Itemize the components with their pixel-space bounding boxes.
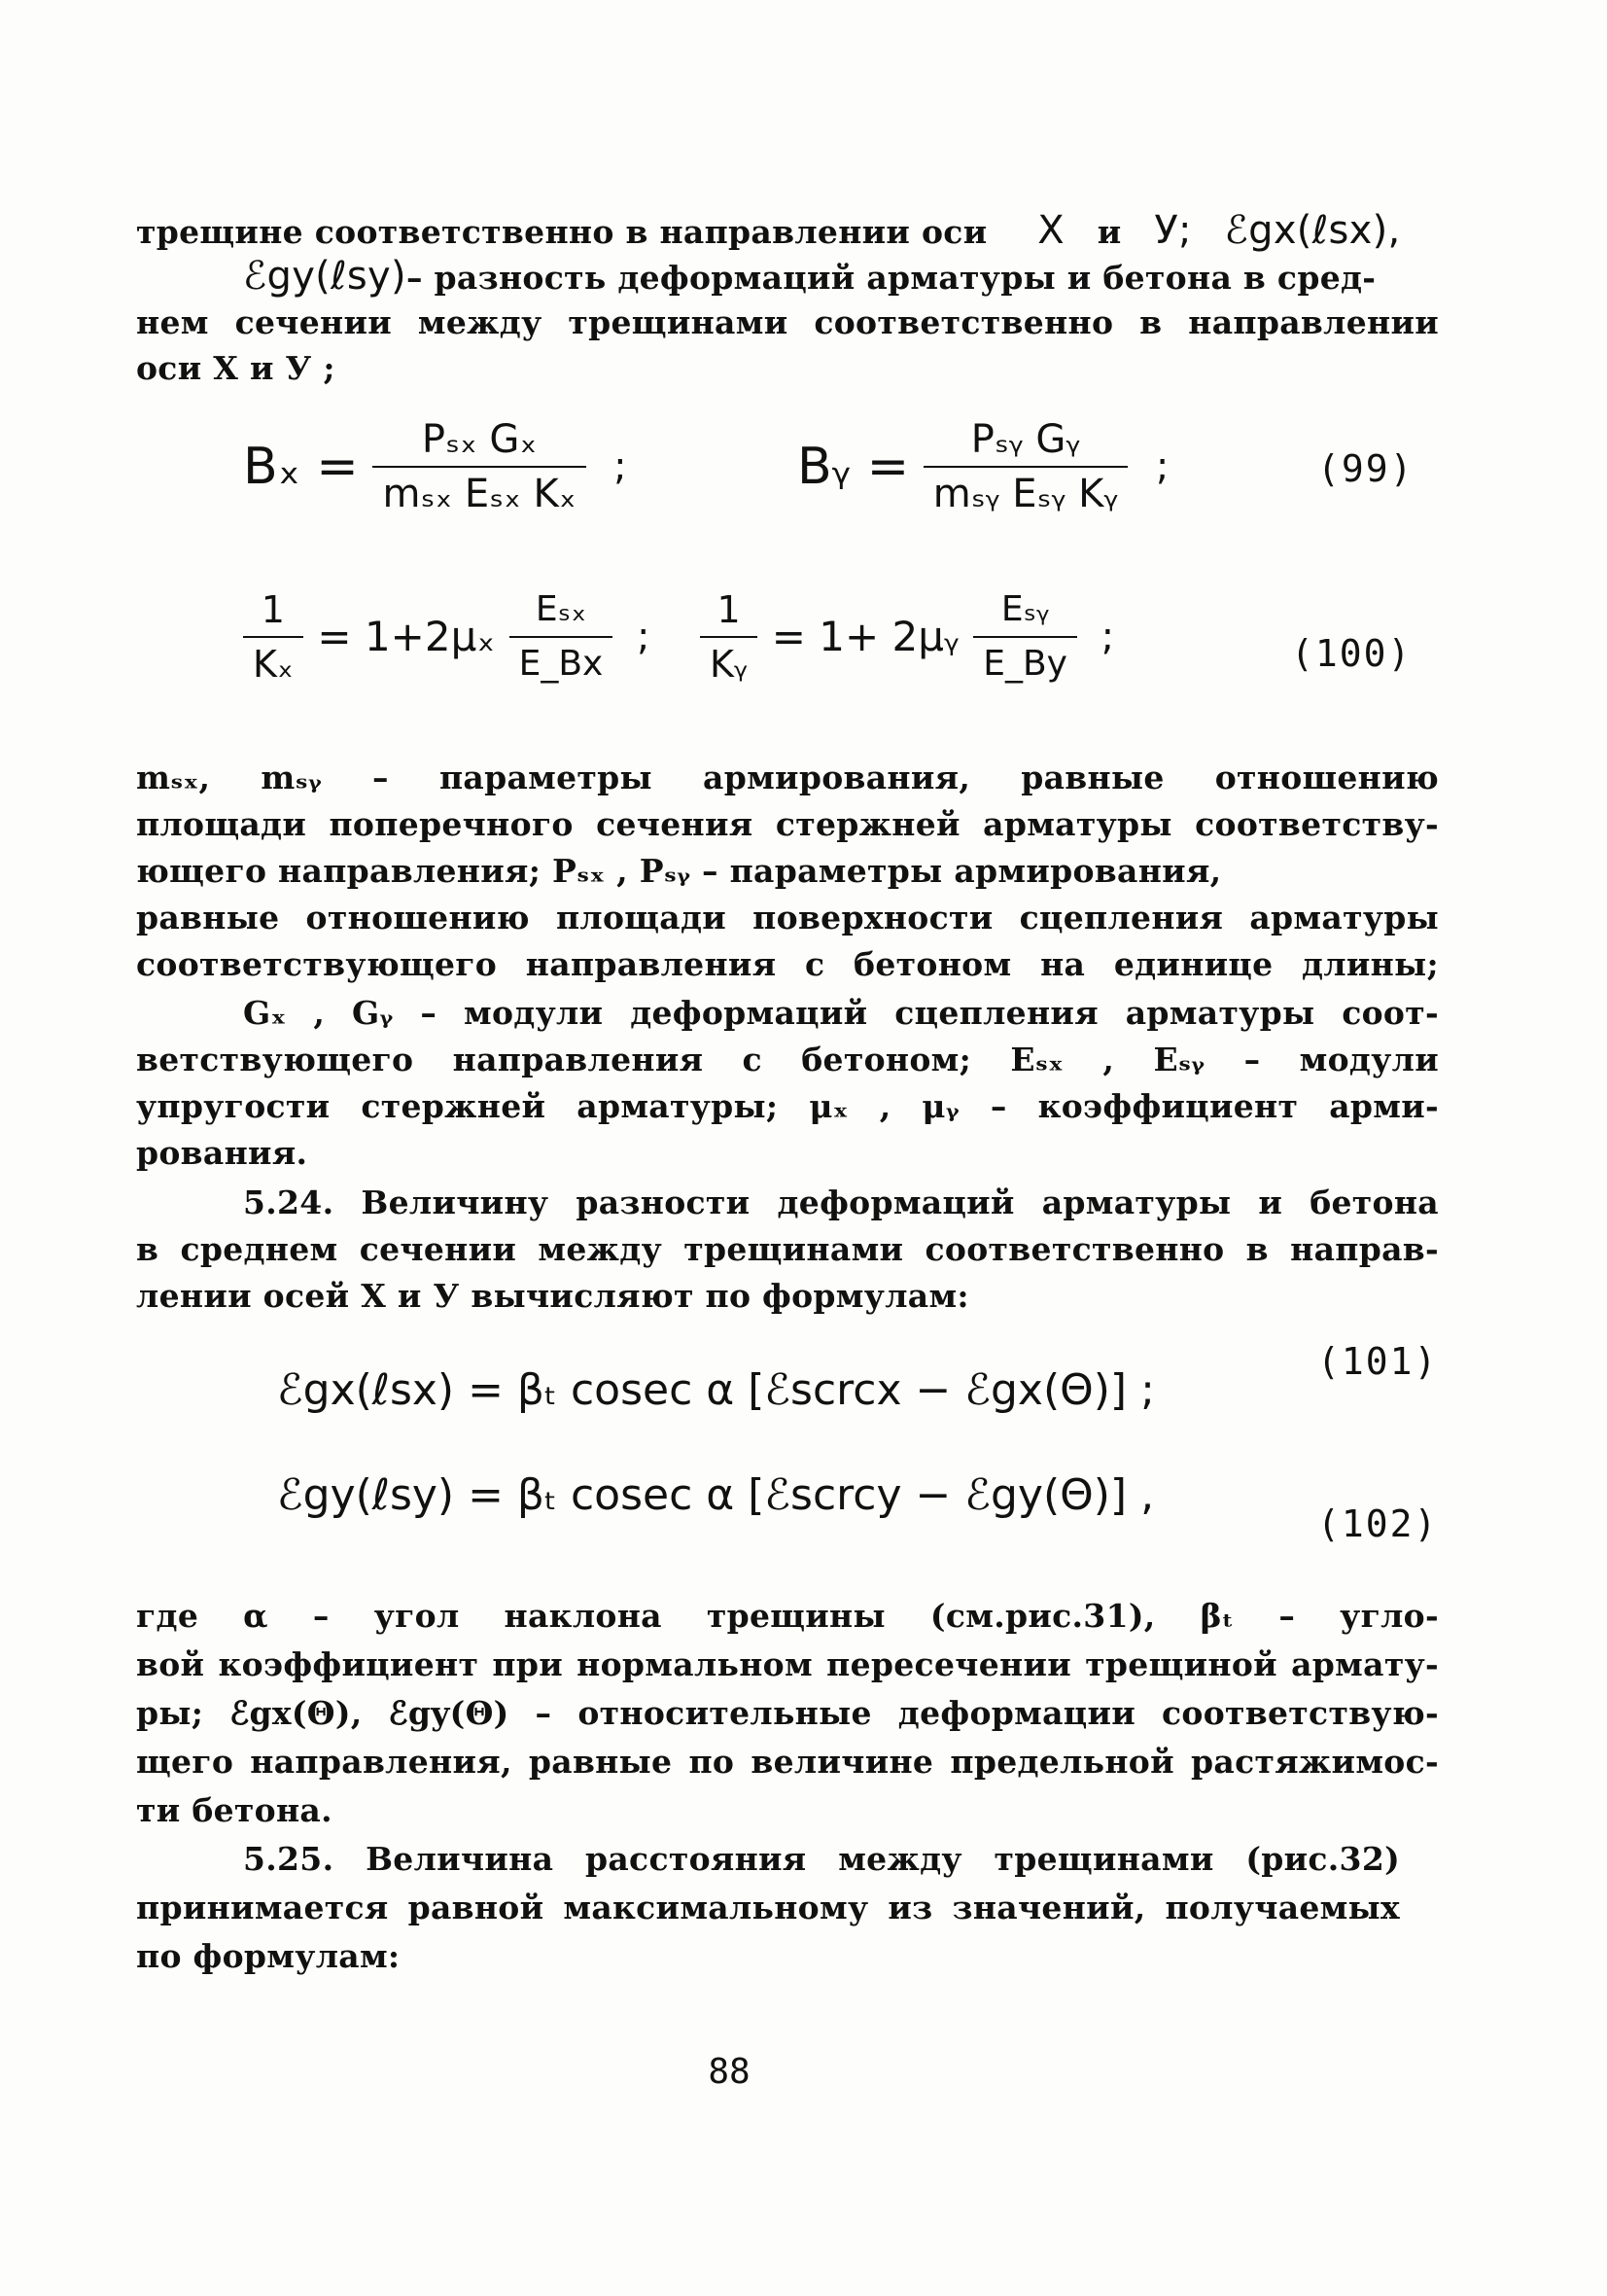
text-line: площади поперечного сечения стержней арматуры соответству-: [136, 805, 1439, 843]
text-line: принимается равной максимальному из значений, получаемых: [136, 1889, 1400, 1926]
text-line: равные отношению площади поверхности сцепления арматуры: [136, 899, 1439, 936]
text-line: нем сечении между трещинами соответственно в направлении: [136, 303, 1439, 341]
text-line: Gₓ , Gᵧ – модули деформаций сцепления арматуры соот-: [243, 994, 1439, 1032]
formula-102: ℰgy(ℓsy) = βₜ cosec α [ℰscrcy − ℰgy(Θ)] ,: [277, 1470, 1155, 1520]
equation-number: (99): [1317, 447, 1415, 490]
text-line: трещине соответственно в направлении оси X и У; ℰgx(ℓsx),: [136, 208, 1401, 253]
text-line: щего направления, равные по величине предельной растяжимос-: [136, 1743, 1439, 1781]
text-line: mₛₓ, mₛᵧ – параметры армирования, равные отношению: [136, 759, 1439, 796]
formula-100-ky: $\frac{1}{\text{Kᵧ}}$ = 1+ 2μᵧ $\frac{\text{Eₛᵧ}}{E\_By}$ ;: [700, 583, 1114, 690]
text-line: ℰgy(ℓsy)– разность деформаций арматуры и бетона в сред-: [243, 254, 1377, 299]
text-line: в среднем сечении между трещинами соответственно в направ-: [136, 1230, 1439, 1268]
formula-100-kx: $\frac{1}{\text{Kₓ}}$ = 1+2μₓ $\frac{\text{Eₛₓ}}{E\_Bx}$ ;: [243, 583, 649, 690]
page-number: 88: [708, 2052, 751, 2092]
text-line: ры; ℰgx(Θ), ℰgy(Θ) – относительные деформации соответствую-: [136, 1694, 1439, 1732]
text-line: где α – угол наклона трещины (см.рис.31), βₜ – угло-: [136, 1597, 1439, 1635]
formula-101: ℰgx(ℓsx) = βₜ cosec α [ℰscrcx − ℰgx(Θ)] ;: [277, 1365, 1155, 1415]
section-5-25: 5.25. Величина расстояния между трещинами (рис.32): [243, 1840, 1400, 1878]
text-line: ти бетона.: [136, 1791, 332, 1829]
text-line: ветствующего направления с бетоном; Eₛₓ , Eₛᵧ – модули: [136, 1041, 1439, 1078]
text-line: соответствующего направления с бетоном на единице длины;: [136, 945, 1439, 983]
text-line: оси X и У ;: [136, 349, 335, 387]
text-line: рования.: [136, 1134, 308, 1172]
formula-99-bx: Bₓ = $\frac{\text{Pₛₓ Gₓ}}{\text{mₛₓ Eₛₓ Kₓ}}$ ;: [243, 413, 627, 520]
formula-99-by: Bᵧ = $\frac{\text{Pₛᵧ Gᵧ}}{\text{mₛᵧ Eₛᵧ Kᵧ}}$ ;: [797, 413, 1169, 520]
text-line: по формулам:: [136, 1937, 401, 1975]
text-line: ющего направления; Pₛₓ , Pₛᵧ – параметры армирования,: [136, 852, 1222, 890]
text-line: лении осей X и У вычисляют по формулам:: [136, 1277, 969, 1315]
equation-number: (101): [1317, 1340, 1439, 1383]
equation-number: (100): [1291, 632, 1413, 675]
section-5-24: 5.24. Величину разности деформаций арматуры и бетона: [243, 1183, 1439, 1221]
equation-number: (102): [1317, 1502, 1439, 1545]
text-line: упругости стержней арматуры; μₓ , μᵧ – коэффициент арми-: [136, 1087, 1439, 1125]
text-line: вой коэффициент при нормальном пересечении трещиной армату-: [136, 1645, 1439, 1683]
